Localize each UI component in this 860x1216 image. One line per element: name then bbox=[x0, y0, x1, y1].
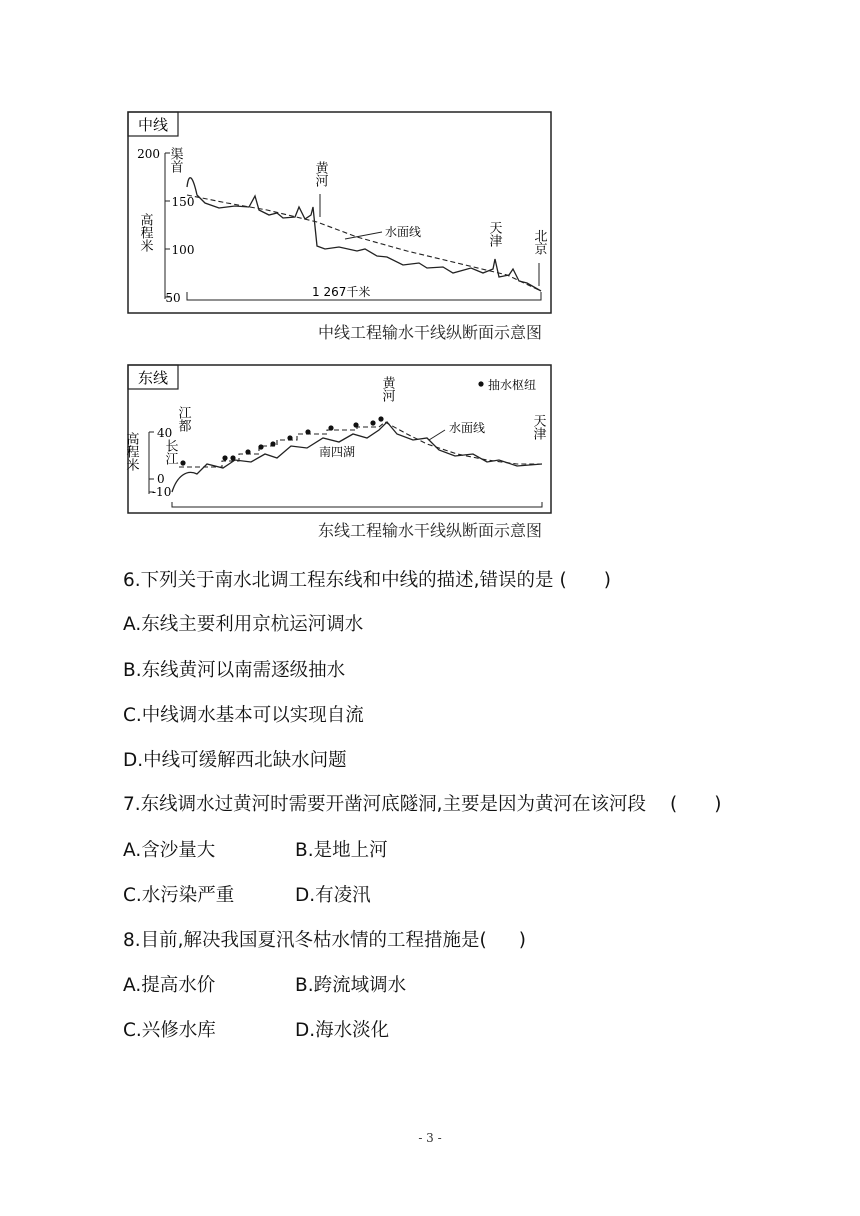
water-line-label: 水面线 bbox=[385, 225, 422, 239]
legend-label: 抽水枢纽 bbox=[488, 378, 537, 392]
question-stem-text: 6.下列关于南水北调工程东线和中线的描述,错误的是 bbox=[123, 570, 554, 591]
figure-tag: 东线 bbox=[137, 369, 169, 387]
option: C.兴修水库 bbox=[123, 1020, 216, 1041]
option: A.提高水价 bbox=[123, 975, 216, 996]
y-axis-label: 高程米 bbox=[137, 213, 153, 252]
y-tick-label: -10 bbox=[152, 485, 172, 499]
option: C.水污染严重 bbox=[123, 885, 235, 906]
y-tick-label: 50 bbox=[165, 291, 181, 305]
question-7-stem bbox=[123, 790, 721, 816]
jiangdu-label: 江都 bbox=[175, 406, 191, 432]
water-line-label: 水面线 bbox=[449, 421, 486, 435]
option: B.东线黄河以南需逐级抽水 bbox=[123, 660, 346, 681]
y-axis-label: 高程米 bbox=[123, 432, 139, 471]
answer-paren: ) bbox=[518, 930, 526, 951]
option: C.中线调水基本可以实现自流 bbox=[123, 705, 364, 726]
figure-tag: 中线 bbox=[137, 116, 169, 134]
lake-label: 南四湖 bbox=[319, 445, 356, 459]
option: A.东线主要利用京杭运河调水 bbox=[123, 614, 364, 635]
tianjin-label: 天津 bbox=[486, 221, 502, 247]
answer-paren: ( ) bbox=[670, 794, 722, 815]
option: B.跨流域调水 bbox=[295, 975, 407, 996]
beijing-label: 北京 bbox=[531, 229, 547, 255]
east-route-profile-figure bbox=[123, 364, 553, 516]
middle-route-profile-figure bbox=[127, 111, 553, 316]
figure-caption: 中线工程输水干线纵断面示意图 bbox=[317, 323, 542, 342]
option: D.海水淡化 bbox=[295, 1020, 390, 1041]
answer-paren: ( ) bbox=[559, 570, 611, 591]
question-stem-text: 8.目前,解决我国夏汛冬枯水情的工程措施是( bbox=[123, 930, 487, 951]
distance-label: 1 267千米 bbox=[312, 285, 371, 299]
yellow-river-label: 黄河 bbox=[379, 376, 395, 402]
y-tick-label: 200 bbox=[137, 147, 160, 161]
y-tick-label: 0 bbox=[157, 472, 165, 486]
question-8-stem bbox=[123, 926, 526, 952]
option: B.是地上河 bbox=[295, 840, 388, 861]
yellow-river-label: 黄河 bbox=[312, 161, 328, 187]
question-6-stem bbox=[123, 566, 611, 592]
page-number: - 3 - bbox=[418, 1131, 442, 1145]
option: D.中线可缓解西北缺水问题 bbox=[123, 750, 347, 771]
option: A.含沙量大 bbox=[123, 840, 216, 861]
changjiang-label: 长江 bbox=[162, 439, 178, 465]
tianjin-label: 天津 bbox=[530, 414, 546, 440]
legend-dot-icon bbox=[478, 381, 483, 386]
y-tick-label: 100 bbox=[171, 243, 195, 257]
start-label: 渠首 bbox=[167, 147, 183, 173]
question-stem-text: 7.东线调水过黄河时需要开凿河底隧洞,主要是因为黄河在该河段 bbox=[123, 794, 647, 815]
y-tick-label: 40 bbox=[157, 426, 173, 440]
y-tick-label: 150 bbox=[171, 195, 195, 209]
option: D.有凌汛 bbox=[295, 885, 371, 906]
figure-caption: 东线工程输水干线纵断面示意图 bbox=[317, 521, 542, 540]
